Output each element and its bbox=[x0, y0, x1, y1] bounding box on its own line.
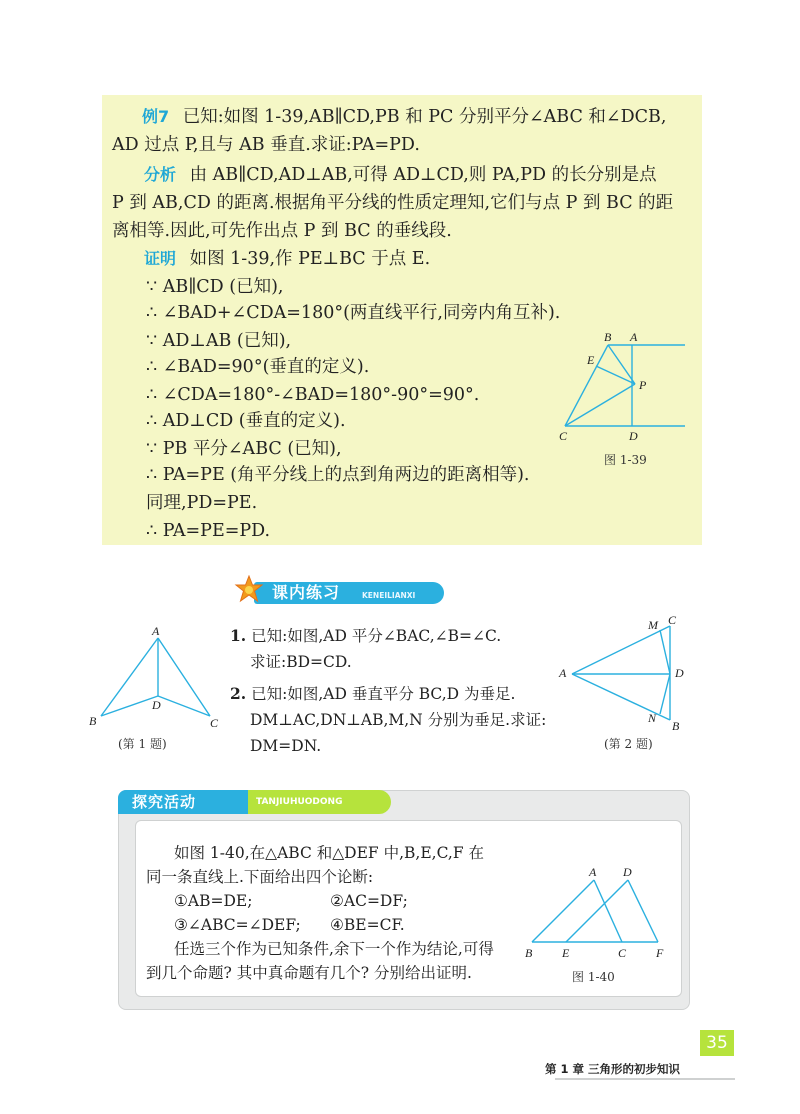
label-D: D bbox=[623, 865, 632, 879]
question-1-line-1: 1. 已知:如图,AD 平分∠BAC,∠B=∠C. bbox=[230, 626, 502, 645]
proof-line-1: 证明 如图 1-39,作 PE⊥BC 于点 E. bbox=[144, 249, 431, 269]
analysis-line-1: 分析 由 AB∥CD,AD⊥AB,可得 AD⊥CD,则 PA,PD 的长分别是点 bbox=[144, 165, 657, 185]
label-E: E bbox=[562, 946, 570, 960]
example-line-1: 例7 已知:如图 1-39,AB∥CD,PB 和 PC 分别平分∠ABC 和∠DCB, bbox=[142, 107, 667, 127]
question-1-number: 1. bbox=[230, 626, 247, 645]
practice-subtitle: KENEILIANXI bbox=[362, 591, 416, 600]
analysis-line-2: P 到 AB,CD 的距离.根据角平分线的性质定理知,它们与点 P 到 BC 的距 bbox=[112, 193, 674, 213]
inquiry-line-1: 如图 1-40,在△ABC 和△DEF 中,B,E,C,F 在 bbox=[174, 844, 485, 862]
figure-1-39-caption: 图 1-39 bbox=[604, 453, 647, 467]
inquiry-line-4b: ④BE=CF. bbox=[330, 916, 405, 934]
label-A: A bbox=[630, 330, 638, 344]
label-B: B bbox=[672, 719, 680, 733]
analysis-line-3: 离相等.因此,可先作出点 P 到 BC 的垂线段. bbox=[112, 221, 452, 241]
proof-line-8: ∵ PB 平分∠ABC (已知), bbox=[146, 439, 342, 459]
inquiry-line-4a: ③∠ABC=∠DEF; bbox=[174, 916, 301, 934]
label-B: B bbox=[604, 330, 612, 344]
figure-1-40 bbox=[520, 862, 675, 962]
question-2-number: 2. bbox=[230, 684, 247, 703]
inquiry-line-2: 同一条直线上.下面给出四个论断: bbox=[146, 868, 374, 886]
figure-1-39 bbox=[550, 328, 695, 468]
label-A: A bbox=[152, 624, 160, 638]
label-C: C bbox=[618, 946, 627, 960]
label-C: C bbox=[668, 613, 677, 627]
inquiry-line-3b: ②AC=DF; bbox=[330, 892, 408, 910]
inquiry-line-6: 到几个命题? 其中真命题有几个? 分别给出证明. bbox=[146, 964, 472, 982]
figure-1-40-caption: 图 1-40 bbox=[572, 970, 615, 984]
proof-line-11: ∴ PA=PE=PD. bbox=[146, 521, 271, 541]
inquiry-subtitle: TANJIUHUODONG bbox=[256, 797, 343, 807]
example-line-2: AD 过点 P,且与 AB 垂直.求证:PA=PD. bbox=[112, 135, 420, 155]
proof-line-9: ∴ PA=PE (角平分线上的点到角两边的距离相等). bbox=[146, 465, 530, 485]
label-P: P bbox=[639, 378, 647, 392]
label-D: D bbox=[675, 666, 684, 680]
question-2-line-3: DM=DN. bbox=[250, 737, 322, 755]
figure-q2-caption: (第 2 题) bbox=[604, 737, 653, 751]
proof-line-6: ∴ ∠CDA=180°-∠BAD=180°-90°=90°. bbox=[146, 385, 480, 405]
proof-line-5: ∴ ∠BAD=90°(垂直的定义). bbox=[146, 357, 370, 377]
proof-tag: 证明 bbox=[144, 249, 177, 268]
question-2-line-1: 2. 已知:如图,AD 垂直平分 BC,D 为垂足. bbox=[230, 684, 516, 703]
label-N: N bbox=[648, 711, 657, 725]
figure-q1-caption: (第 1 题) bbox=[118, 737, 167, 751]
figure-q2 bbox=[556, 612, 696, 734]
figure-q1 bbox=[86, 624, 226, 734]
label-B: B bbox=[525, 946, 533, 960]
label-C: C bbox=[559, 429, 568, 443]
inquiry-title: 探究活动 bbox=[132, 793, 197, 811]
proof-line-10: 同理,PD=PE. bbox=[146, 493, 258, 513]
label-A: A bbox=[589, 865, 597, 879]
practice-title: 课内练习 bbox=[272, 583, 341, 602]
label-C: C bbox=[210, 716, 219, 730]
inquiry-line-5: 任选三个作为已知条件,余下一个作为结论,可得 bbox=[174, 940, 494, 958]
proof-line-3: ∴ ∠BAD+∠CDA=180°(两直线平行,同旁内角互补). bbox=[146, 303, 561, 323]
label-F: F bbox=[656, 946, 664, 960]
footer-rule bbox=[555, 1078, 735, 1080]
label-M: M bbox=[648, 618, 658, 632]
example-tag: 例7 bbox=[142, 107, 170, 126]
proof-line-2: ∵ AB∥CD (已知), bbox=[146, 277, 284, 297]
proof-line-7: ∴ AD⊥CD (垂直的定义). bbox=[146, 411, 346, 431]
page-number: 35 bbox=[706, 1033, 728, 1053]
star-icon bbox=[234, 575, 264, 605]
label-D: D bbox=[629, 429, 638, 443]
proof-line-4: ∵ AD⊥AB (已知), bbox=[146, 331, 292, 351]
label-B: B bbox=[89, 714, 97, 728]
analysis-tag: 分析 bbox=[144, 165, 177, 184]
question-2-line-2: DM⊥AC,DN⊥AB,M,N 分别为垂足.求证: bbox=[250, 711, 547, 729]
label-D: D bbox=[152, 698, 161, 712]
label-E: E bbox=[587, 353, 595, 367]
inquiry-line-3a: ①AB=DE; bbox=[174, 892, 253, 910]
chapter-title: 第 1 章 三角形的初步知识 bbox=[545, 1062, 681, 1076]
label-A: A bbox=[559, 666, 567, 680]
question-1-line-2: 求证:BD=CD. bbox=[250, 653, 352, 671]
